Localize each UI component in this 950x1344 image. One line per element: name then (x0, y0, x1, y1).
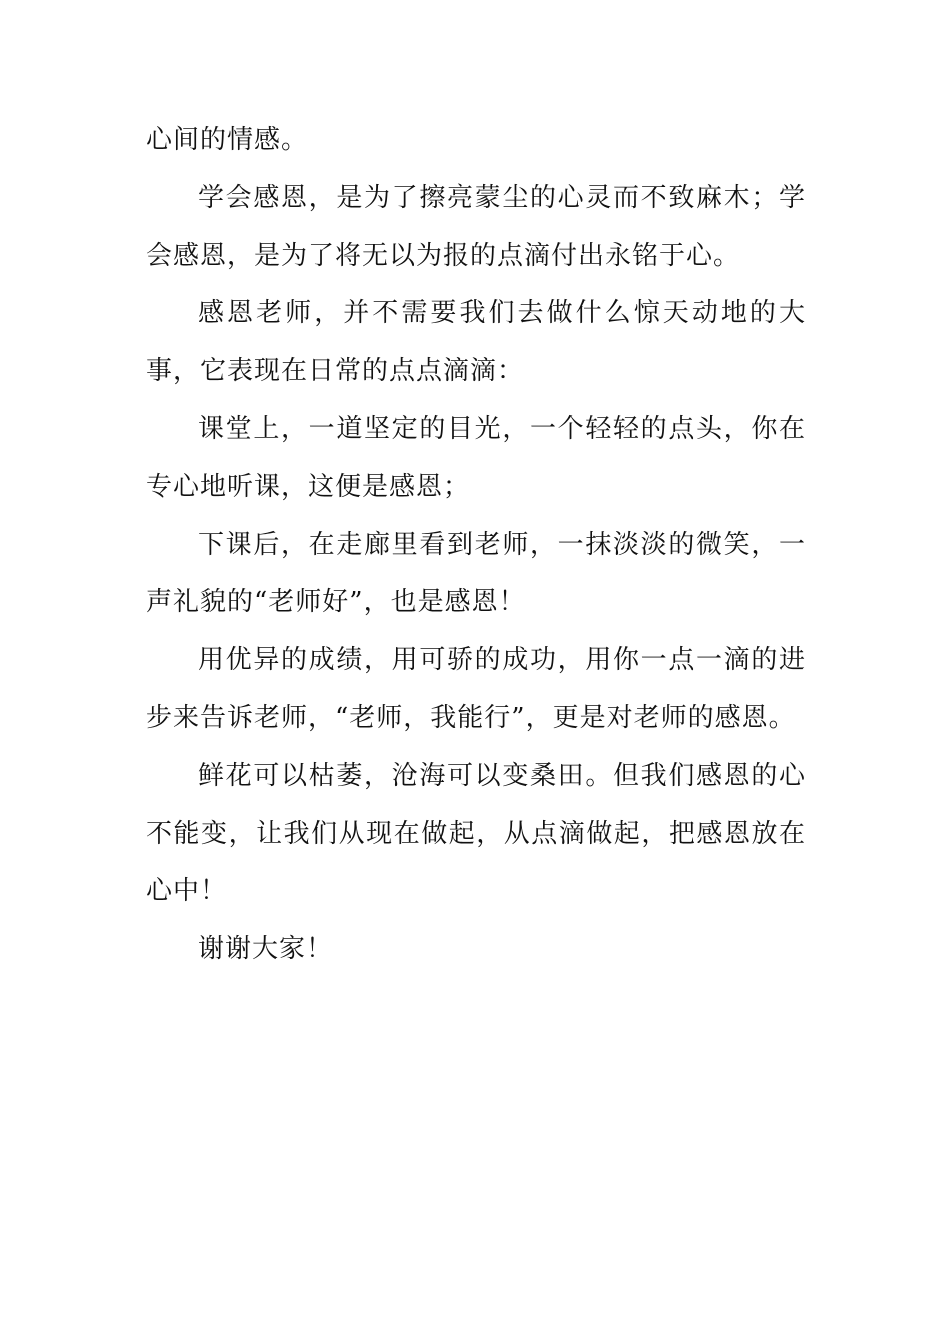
document-page (146, 112, 806, 979)
paragraph-continuation: 心间的情感。 (146, 125, 309, 155)
paragraph: 学会感恩，是为了擦亮蒙尘的心灵而不致麻木；学会感恩，是为了将无以为报的点滴付出永铭于心。 (146, 182, 806, 271)
paragraph-closing: 谢谢大家！ (198, 934, 334, 965)
paragraph: 感恩老师，并不需要我们去做什么惊天动地的大事，它表现在日常的点点滴滴： (146, 298, 806, 387)
paragraph: 用优异的成绩，用可骄的成功，用你一点一滴的进步来告诉老师，“老师，我能行”，更是对老师的感恩。 (146, 645, 806, 733)
paragraph: 鲜花可以枯萎，沧海可以变桑田。但我们感恩的心不能变，让我们从现在做起，从点滴做起，把感恩放在心中！ (146, 760, 806, 907)
paragraph: 下课后，在走廊里看到老师，一抹淡淡的微笑，一声礼貌的“老师好”，也是感恩！ (146, 529, 806, 618)
paragraph: 课堂上，一道坚定的目光，一个轻轻的点头，你在专心地听课，这便是感恩； (146, 413, 806, 502)
